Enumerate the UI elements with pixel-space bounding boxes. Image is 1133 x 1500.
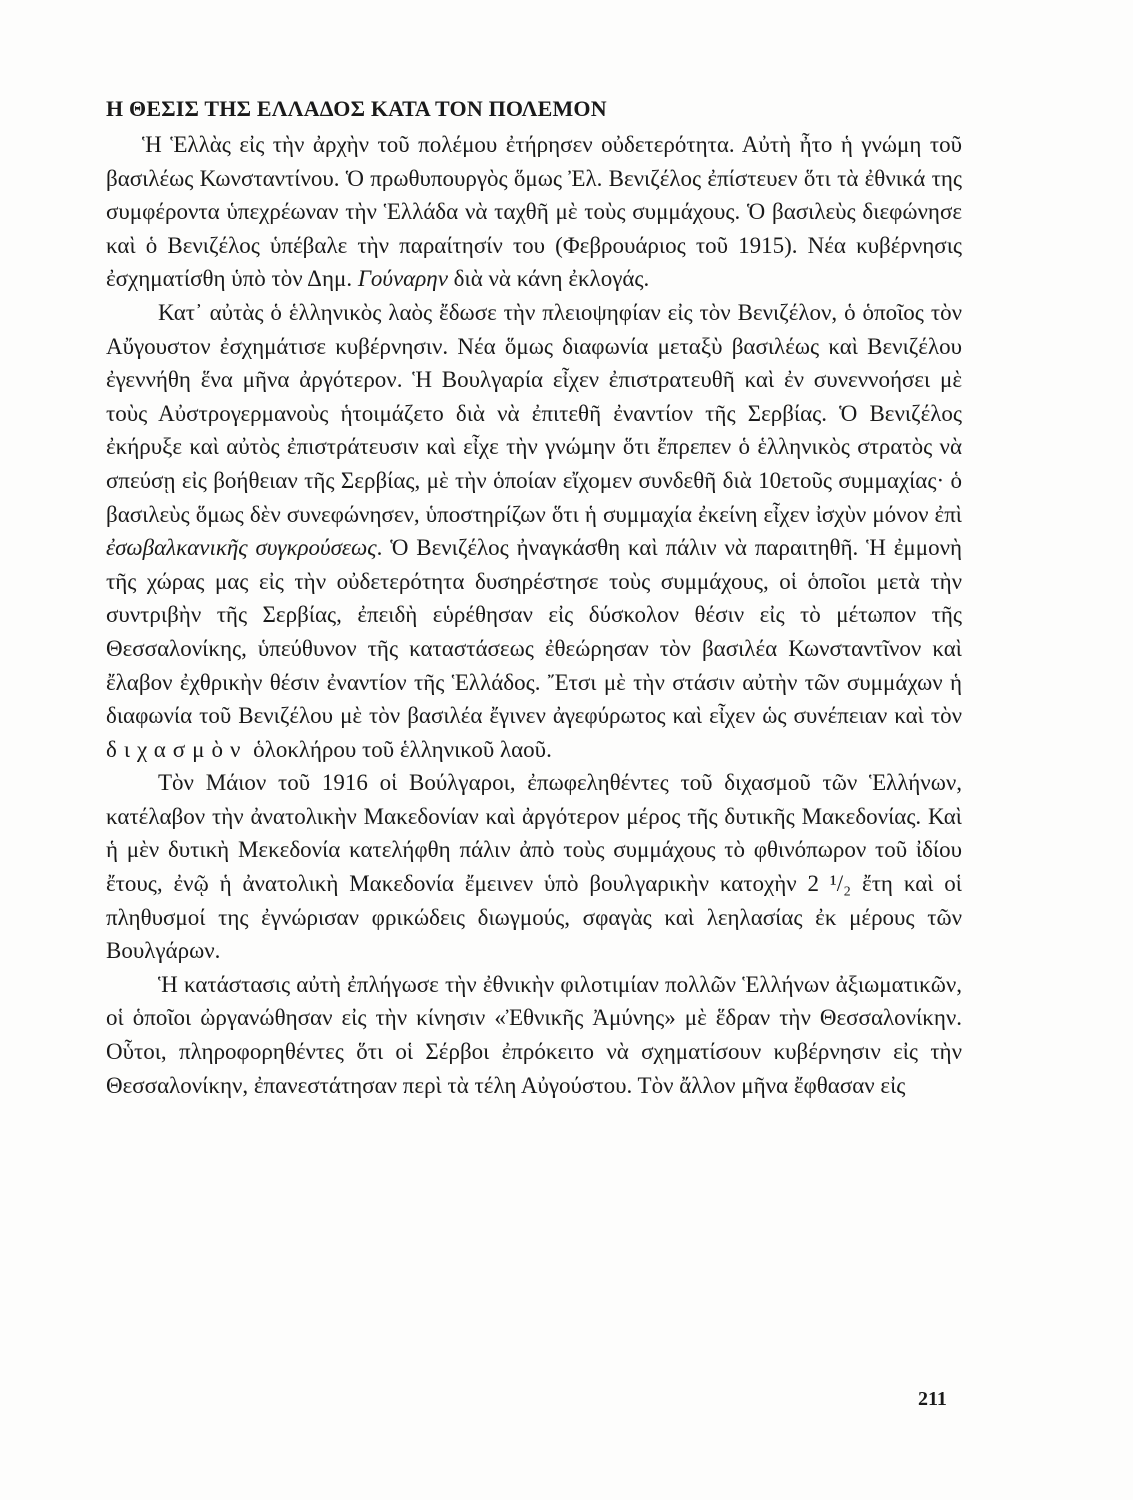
paragraph-1-italic-name: Γούναρην	[357, 266, 448, 292]
paragraph-2-spaced-term: διχασμὸν	[106, 736, 248, 762]
paragraph-1-text-a: Ἡ Ἑλλὰς εἰς τὴν ἀρχὴν τοῦ πολέμου ἐτήρησεν οὐδετερότητα. Αὐτὴ ἦτο ἡ γνώμη τοῦ βασιλέως Κωνσταντίνου. Ὁ πρωθυπουργὸς ὅμως Ἐλ. Βενιζέλος ἐπίστευεν ὅτι τὰ ἐθνικά της συμφέροντα ὑπεχρέωναν τὴν Ἑλλάδα νὰ ταχθῆ μὲ τοὺς συμμάχους. Ὁ βασιλεὺς διεφώνησε καὶ ὁ Βενιζέλος ὑπέβαλε τὴν παραίτησίν του (Φεβρουάριος τοῦ 1915). Νέα κυβέρνησις ἐσχηματίσθη ὑπὸ τὸν Δημ.	[106, 132, 962, 292]
paragraph-1-text-c: διὰ νὰ κάνη ἐκλογάς.	[447, 266, 650, 292]
paragraph-2-text-e: ὁλοκλήρου τοῦ ἑλληνικοῦ λαοῦ.	[247, 736, 552, 762]
text-block	[106, 92, 962, 1102]
paragraph-4: Ἡ κατάστασις αὐτὴ ἐπλήγωσε τὴν ἐθνικὴν φιλοτιμίαν πολλῶν Ἑλλήνων ἀξιωματικῶν, οἱ ὁποῖοι ὠργανώθησαν εἰς τὴν κίνησιν «Ἐθνικῆς Ἀμύνης» μὲ ἕδραν τὴν Θεσσαλονίκην. Οὗτοι, πληροφορηθέντες ὅτι οἱ Σέρβοι ἐπρόκειτο νὰ σχηματίσουν κυβέρνησιν εἰς τὴν Θεσσαλονίκην, ἐπανεστάτησαν περὶ τὰ τέλη Αὐγούστου. Τὸν ἄλλον μῆνα ἔφθασαν εἰς	[106, 971, 962, 1098]
paragraph-1	[106, 128, 962, 296]
section-heading: Η ΘΕΣΙΣ ΤΗΣ ΕΛΛΑΔΟΣ ΚΑΤΑ ΤΟΝ ΠΟΛΕΜΟΝ	[106, 96, 607, 121]
page-number: 211	[918, 1388, 947, 1410]
paragraph-3: Τὸν Μάιον τοῦ 1916 οἱ Βούλγαροι, ἐπωφεληθέντες τοῦ διχασμοῦ τῶν Ἑλλήνων, κατέλαβον τὴν ἀνατολικὴν Μακεδονίαν καὶ ἀργότερον μέρος τῆς δυτικῆς Μακεδονίας. Καὶ ἡ μὲν δυτικὴ Μεκεδονία κατελήφθη πάλιν ἀπὸ τοὺς συμμάχους τὸ φθινόπωρον τοῦ ἰδίου ἔτους, ἐνῷ ἡ ἀνατολικὴ Μακεδονία ἔμεινεν ὑπὸ βουλγαρικὴν κατοχὴν 2 ¹/₂ ἔτη καὶ οἱ πληθυσμοί της ἐγνώρισαν φρικώδεις διωγμούς, σφαγὰς καὶ λεηλασίας ἐκ μέρους τῶν Βουλγάρων.	[106, 770, 962, 964]
paragraph-2-italic-term: ἐσωβαλκανικῆς συγκρούσεως	[106, 535, 377, 561]
paragraph-2-text-c: . Ὁ Βενιζέλος ἠναγκάσθη καὶ πάλιν νὰ παραιτηθῆ. Ἡ ἐμμονὴ τῆς χώρας μας εἰς τὴν οὐδετερότητα δυσηρέστησε τοὺς συμμάχους, οἱ ὁποῖοι μετὰ τὴν συντριβὴν τῆς Σερβίας, ἐπειδὴ εὑρέθησαν εἰς δύσκολον θέσιν εἰς τὸ μέτωπον τῆς Θεσσαλονίκης, ὑπεύθυνον τῆς καταστάσεως ἐθεώρησαν τὸν βασιλέα Κωνσταντῖνον καὶ ἔλαβον ἐχθρικὴν θέσιν ἐναντίον τῆς Ἑλλάδος. Ἔτσι μὲ τὴν στάσιν αὐτὴν τῶν συμμάχων ἡ διαφωνία τοῦ Βενιζέλου μὲ τὸν βασιλέα ἔγινεν ἀγεφύρωτος καὶ εἶχεν ὡς συνέπειαν καὶ τὸν	[106, 535, 963, 729]
paragraph-2-text-a: Κατ᾽ αὐτὰς ὁ ἑλληνικὸς λαὸς ἔδωσε τὴν πλειοψηφίαν εἰς τὸν Βενιζέλον, ὁ ὁποῖος τὸν Αὔγουστον ἐσχημάτισε κυβέρνησιν. Νέα ὅμως διαφωνία μεταξὺ βασιλέως καὶ Βενιζέλου ἐγεννήθη ἕνα μῆνα ἀργότερον. Ἡ Βουλγαρία εἶχεν ἐπιστρατευθῆ καὶ ἐν συνεννοήσει μὲ τοὺς Αὐστρογερμανοὺς ἡτοιμάζετο διὰ νὰ ἐπιτεθῆ ἐναντίον τῆς Σερβίας. Ὁ Βενιζέλος ἐκήρυξε καὶ αὐτὸς ἐπιστράτευσιν καὶ εἶχε τὴν γνώμην ὅτι ἔπρεπεν ὁ ἑλληνικὸς στρατὸς νὰ σπεύσῃ εἰς βοήθειαν τῆς Σερβίας, μὲ τὴν ὁποίαν εἴχομεν συνδεθῆ διὰ 10ετοῦς συμμαχίας· ὁ βασιλεὺς ὅμως δὲν συνεφώνησεν, ὑποστηρίζων ὅτι ἡ συμμαχία ἐκείνη εἶχεν ἰσχὺν μόνον ἐπὶ	[106, 299, 962, 527]
paragraph-2	[106, 296, 962, 766]
